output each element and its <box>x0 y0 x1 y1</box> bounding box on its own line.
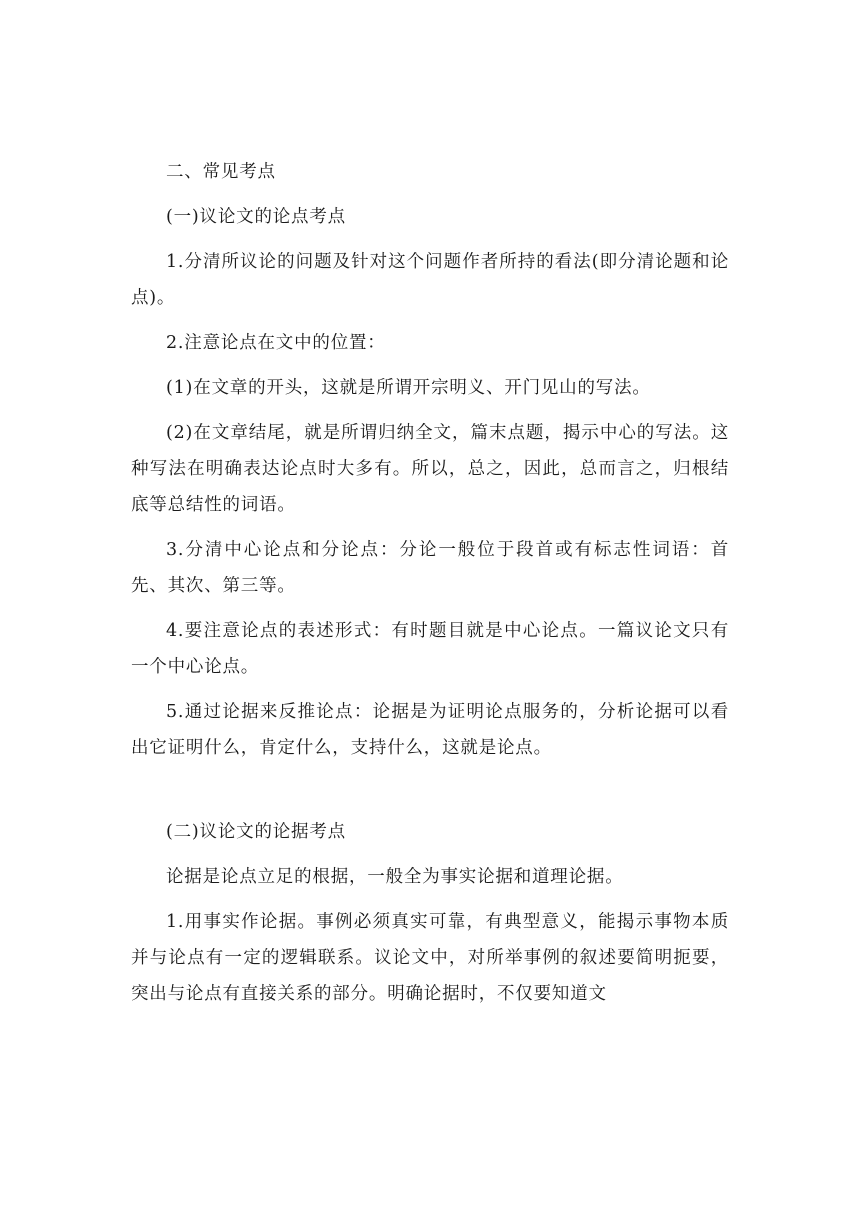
spacer <box>131 775 729 814</box>
paragraph: 2.注意论点在文中的位置： <box>166 333 386 353</box>
paragraph: 5.通过论据来反推论点：论据是为证明论点服务的，分析论据可以看出它证明什么，肯定什么，支持什么，这就是论点。 <box>131 702 729 758</box>
subsection-heading-evidence: (二)议论文的论据考点 <box>166 822 346 842</box>
paragraph: 4.要注意论点的表述形式：有时题目就是中心论点。一篇议论文只有一个中心论点。 <box>131 621 729 677</box>
paragraph: 1.分清所议论的问题及针对这个问题作者所持的看法(即分清论题和论点)。 <box>131 252 729 308</box>
paragraph: (2)在文章结尾，就是所谓归纳全文，篇末点题，揭示中心的写法。这种写法在明确表达论点时大多有。所以，总之，因此，总而言之，归根结底等总结性的词语。 <box>131 423 729 515</box>
section-heading: 二、常见考点 <box>166 162 276 182</box>
document-body <box>131 154 729 1021</box>
paragraph: (1)在文章的开头，这就是所谓开宗明义、开门见山的写法。 <box>166 378 651 398</box>
paragraph: 论据是论点立足的根据，一般全为事实论据和道理论据。 <box>166 867 624 887</box>
subsection-heading-arguments: (一)议论文的论点考点 <box>166 207 346 227</box>
paragraph: 3.分清中心论点和分论点：分论一般位于段首或有标志性词语：首先、其次、第三等。 <box>131 540 729 596</box>
paragraph: 1.用事实作论据。事例必须真实可靠，有典型意义，能揭示事物本质并与论点有一定的逻辑联系。议论文中，对所举事例的叙述要简明扼要，突出与论点有直接关系的部分。明确论据时，不仅要知道文 <box>131 912 729 1004</box>
